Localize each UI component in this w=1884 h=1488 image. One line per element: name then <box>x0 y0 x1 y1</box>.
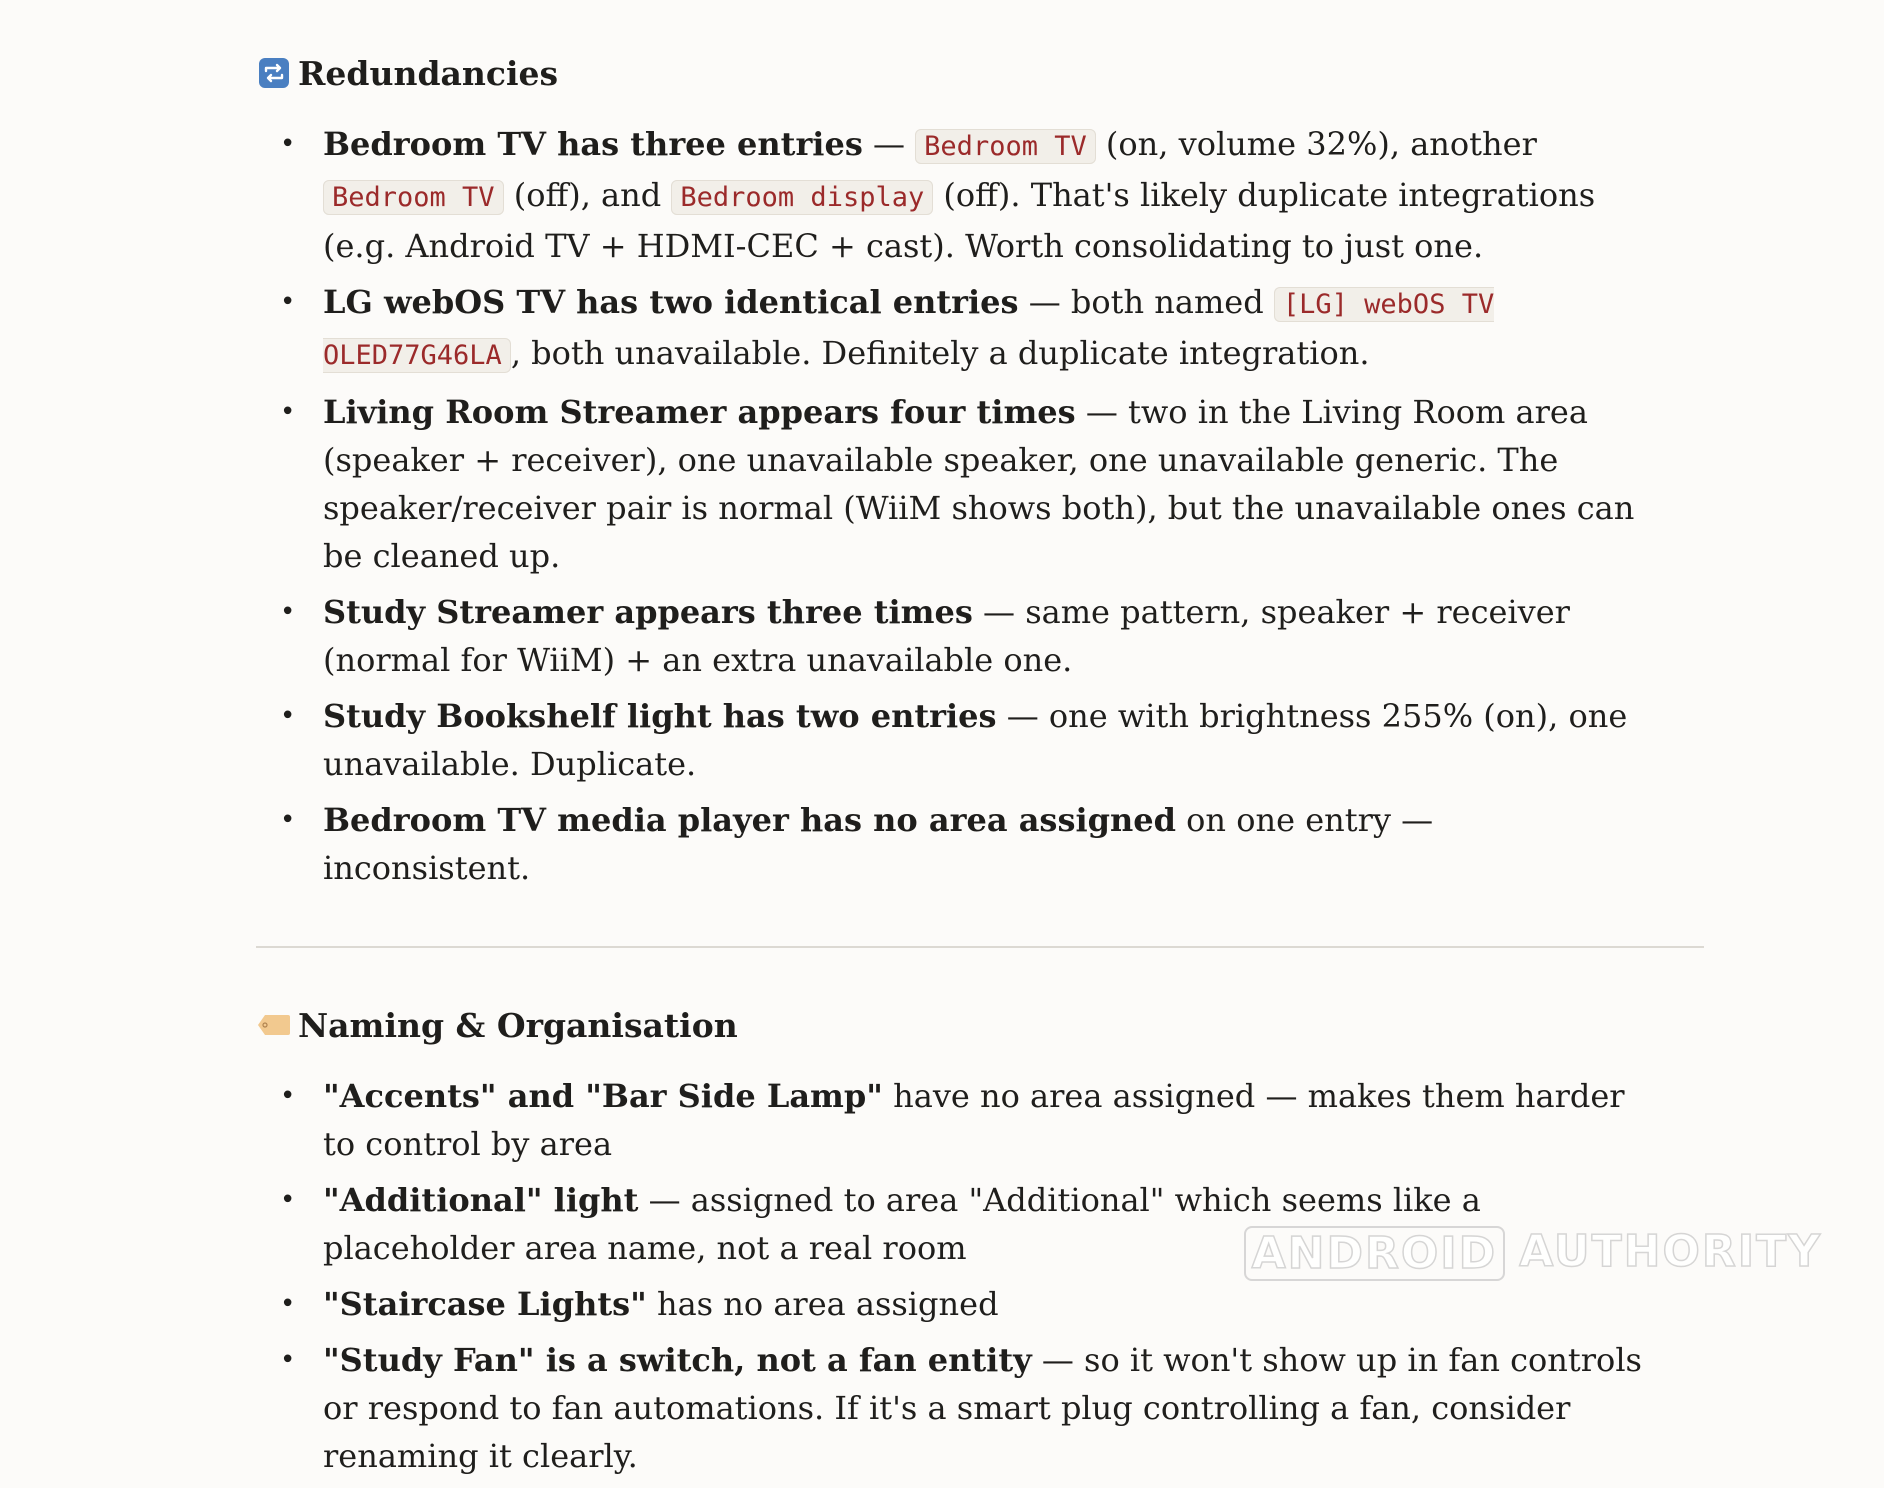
section-divider <box>256 946 1704 948</box>
inline-code: Bedroom display <box>671 180 933 215</box>
section-heading-naming <box>256 1000 1706 1050</box>
bullet-point: • <box>280 287 296 317</box>
item-text: — two in the Living Room area (speaker + receiver), one unavailable speaker, one unavailable generic. The speaker/receiver pair is normal (WiiM shows both), but the unavailable ones can be cleaned up. <box>323 393 1635 575</box>
bullet-point: • <box>280 1289 296 1319</box>
item-lead: Study Bookshelf light has two entries <box>323 697 997 735</box>
watermark-text: AUTHORITY <box>1519 1226 1822 1277</box>
list-item <box>256 692 1706 788</box>
inline-code: Bedroom TV <box>915 129 1096 164</box>
inline-code: [LG] webOS TV OLED77G46LA <box>323 289 1495 371</box>
item-text: — so it won't show up in fan controls or respond to fan automations. If it's a smart plug controlling a fan, consider renaming it clearly. <box>323 1341 1642 1475</box>
label-tag-icon <box>256 1008 292 1042</box>
item-lead: Living Room Streamer appears four times <box>323 393 1076 431</box>
item-lead: "Staircase Lights" <box>323 1285 647 1323</box>
item-text: , both unavailable. Definitely a duplicate integration. <box>510 334 1370 372</box>
item-lead: Study Streamer appears three times <box>323 593 973 631</box>
bullet-point: • <box>280 1345 296 1375</box>
item-text: — both named <box>1018 283 1274 321</box>
item-lead: Bedroom TV has three entries <box>323 125 863 163</box>
bullet-point: • <box>280 1185 296 1215</box>
list-item <box>256 1072 1706 1168</box>
list-item <box>256 588 1706 684</box>
repeat-icon <box>256 56 292 90</box>
item-lead: "Additional" light <box>323 1181 639 1219</box>
item-text: — <box>862 125 916 163</box>
item-text: on one entry — inconsistent. <box>323 801 1434 887</box>
bullet-point: • <box>280 1081 296 1111</box>
bullet-point: • <box>280 597 296 627</box>
item-lead: LG webOS TV has two identical entries <box>323 283 1019 321</box>
watermark-boxed-text: ANDROID <box>1244 1226 1506 1281</box>
list-item <box>256 1336 1706 1480</box>
item-text: (off). That's likely duplicate integrations (e.g. Android TV + HDMI-CEC + cast). Worth consolidating to just one. <box>323 176 1596 265</box>
bullet-point: • <box>280 129 296 159</box>
section-title: Redundancies <box>298 53 559 93</box>
list-item <box>256 120 1706 270</box>
item-text: has no area assigned <box>646 1285 999 1323</box>
list-item <box>256 388 1706 580</box>
list-item <box>256 1280 1706 1328</box>
item-text: — assigned to area "Additional" which seems like a placeholder area name, not a real room <box>323 1181 1481 1267</box>
item-text: (off), and <box>503 176 672 214</box>
redundancies-list <box>256 120 1706 892</box>
section-heading-redundancies <box>256 48 1706 98</box>
bullet-point: • <box>280 805 296 835</box>
item-text: have no area assigned — makes them harder to control by area <box>323 1077 1625 1163</box>
section-title: Naming & Organisation <box>298 1005 738 1045</box>
list-item <box>256 796 1706 892</box>
item-lead: "Study Fan" is a switch, not a fan entity <box>323 1341 1032 1379</box>
item-text: — one with brightness 255% (on), one unavailable. Duplicate. <box>323 697 1628 783</box>
item-lead: Bedroom TV media player has no area assigned <box>323 801 1176 839</box>
list-item <box>256 278 1706 380</box>
item-text: — same pattern, speaker + receiver (normal for WiiM) + an extra unavailable one. <box>323 593 1570 679</box>
item-text: (on, volume 32%), another <box>1095 125 1537 163</box>
bullet-point: • <box>280 397 296 427</box>
bullet-point: • <box>280 701 296 731</box>
item-lead: "Accents" and "Bar Side Lamp" <box>323 1077 883 1115</box>
watermark <box>1244 1226 1822 1281</box>
inline-code: Bedroom TV <box>323 180 504 215</box>
